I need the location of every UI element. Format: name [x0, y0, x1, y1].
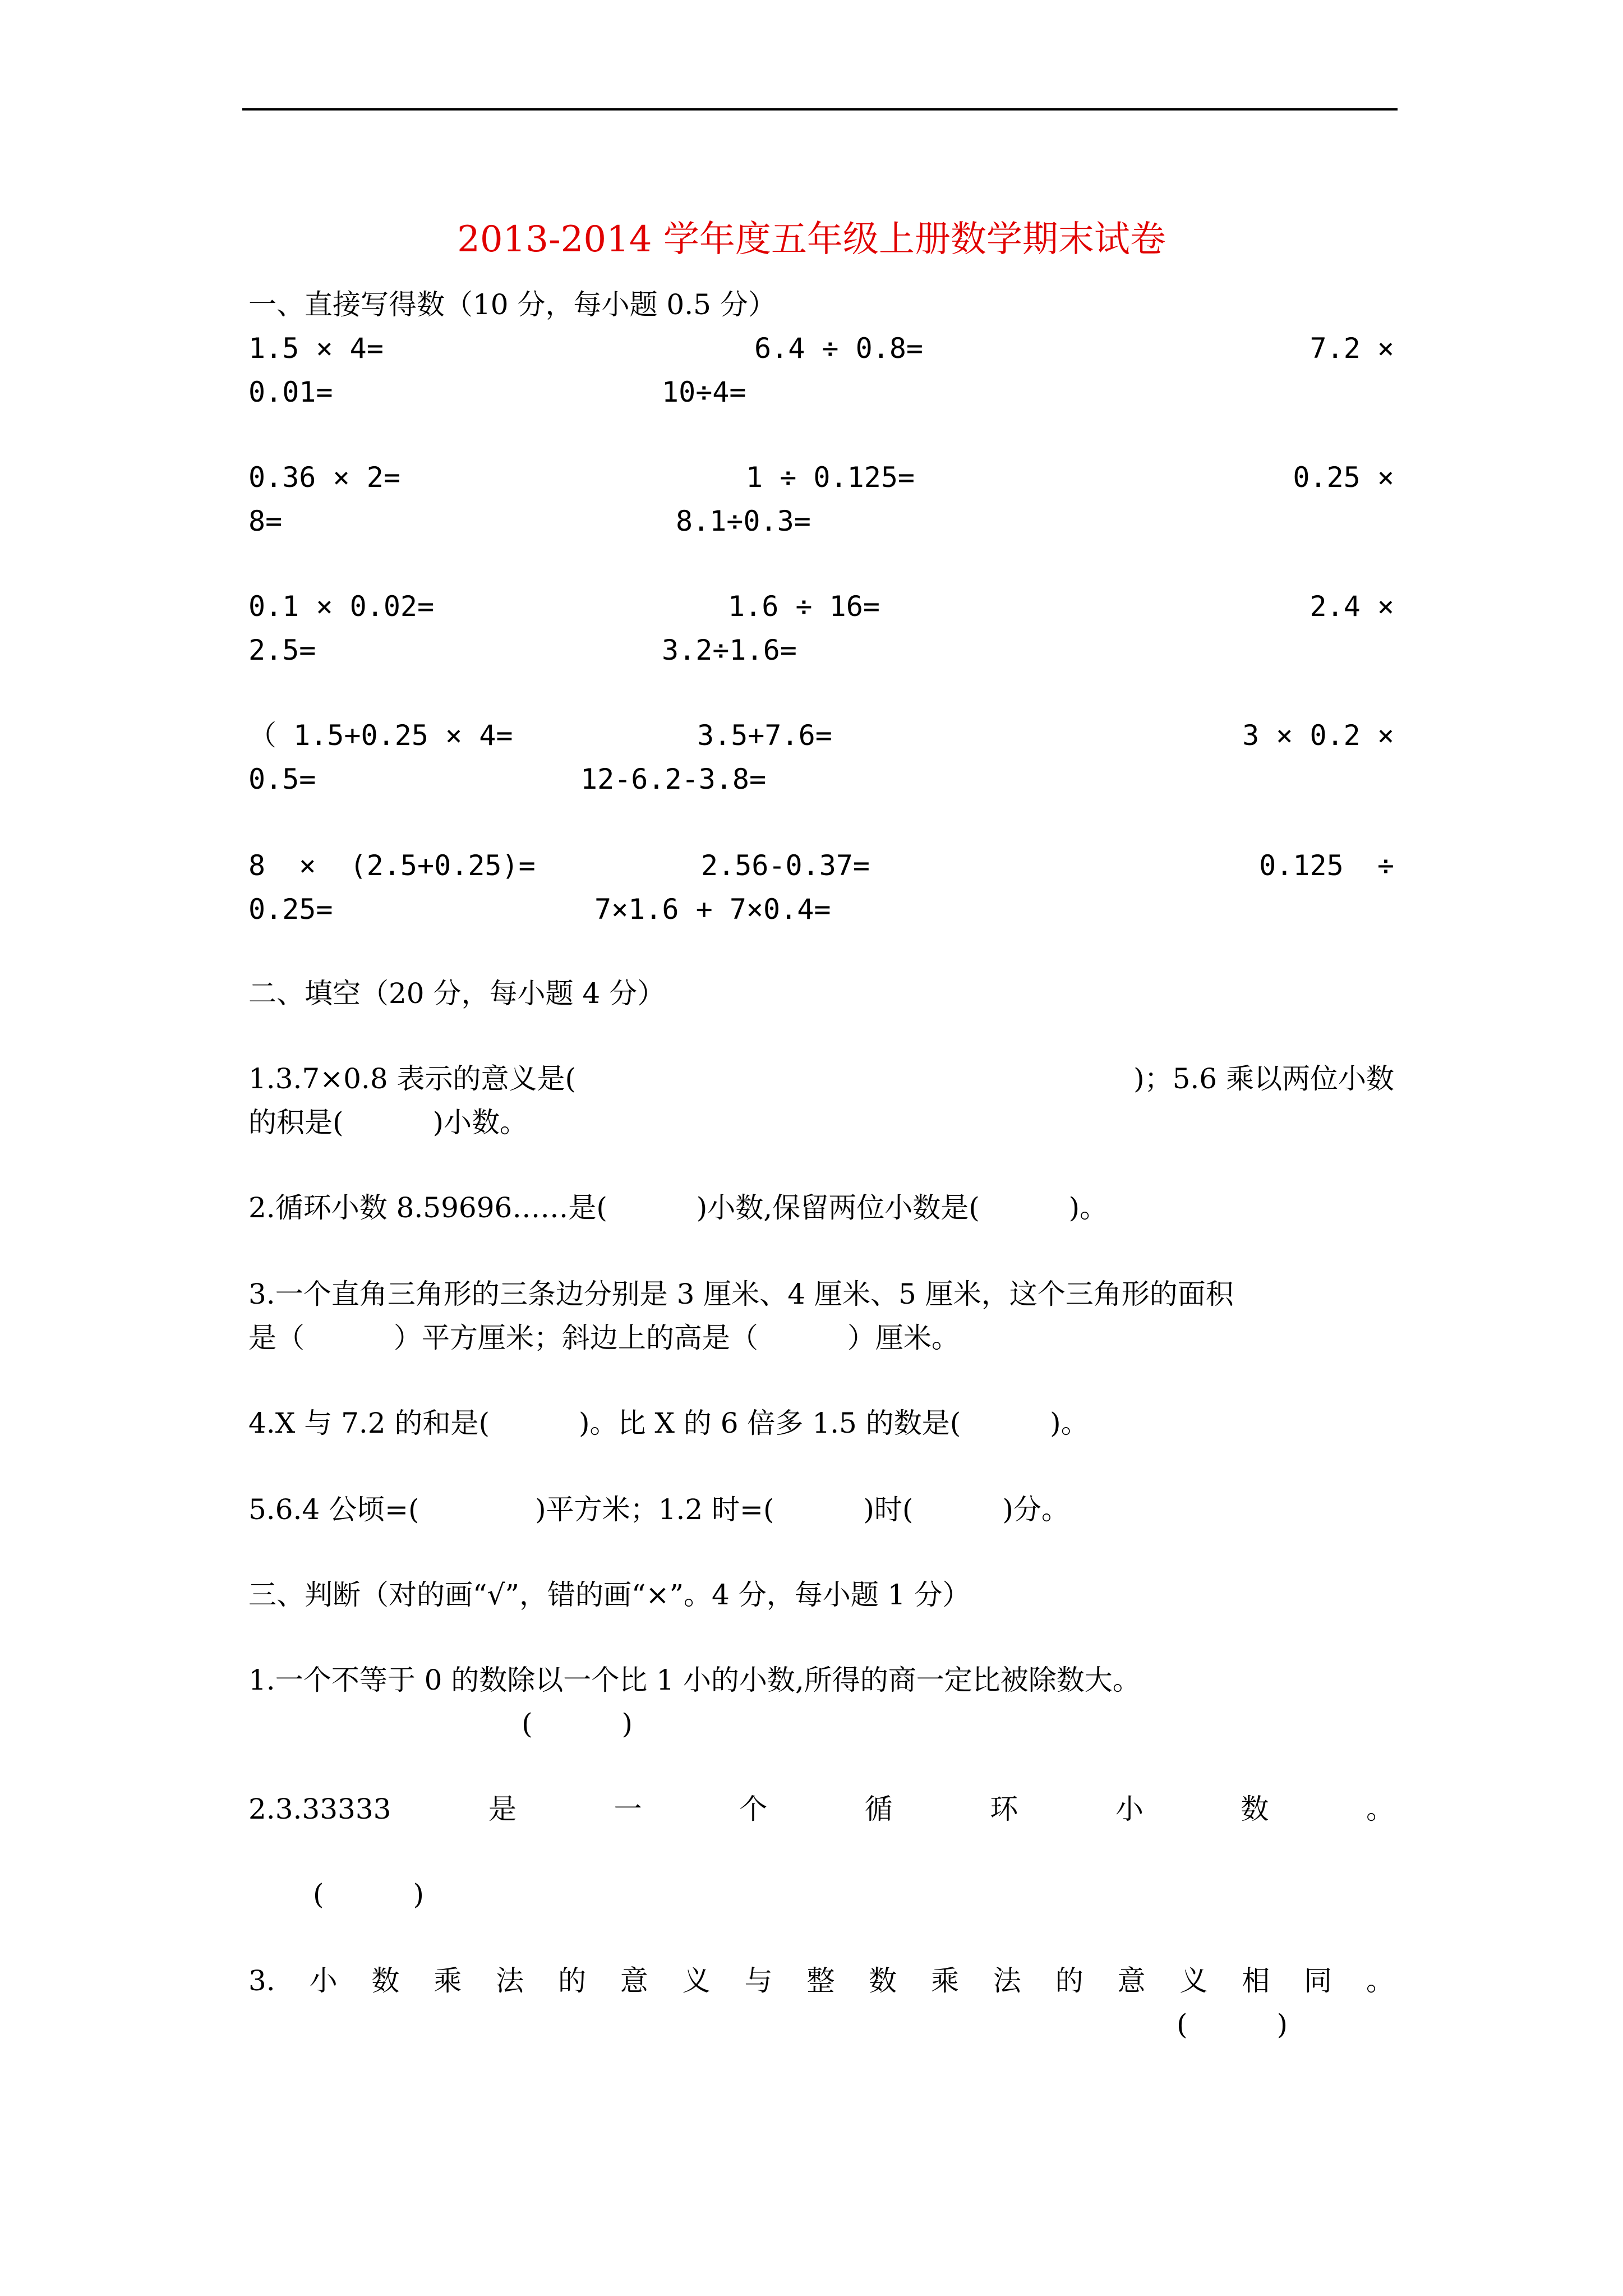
- judge-q3-word: 同: [1304, 1964, 1332, 1997]
- fill-q2: 2.循环小数 8.59696……是( )小数,保留两位小数是( )。: [248, 1191, 1108, 1224]
- calc-1-1: 1.5 × 4=: [248, 332, 384, 365]
- calc-1-4: 10÷4=: [662, 376, 746, 408]
- judge-q3-word: 。: [1366, 1964, 1394, 1997]
- fill-q3-line1: 3.一个直角三角形的三条边分别是 3 厘米、4 厘米、5 厘米，这个三角形的面积: [248, 1278, 1234, 1310]
- fill-q5: 5.6.4 公顷=( )平方米；1.2 时=( )时( )分。: [248, 1493, 1069, 1526]
- judge-q2-word: 数: [1241, 1793, 1269, 1825]
- page-title: 2013-2014 学年度五年级上册数学期末试卷: [457, 219, 1166, 260]
- calc-4-3-cont: 0.5=: [248, 763, 316, 795]
- calc-3-4: 3.2÷1.6=: [662, 634, 797, 666]
- calc-3-3-cont: 2.5=: [248, 634, 316, 666]
- judge-q2-word: 是: [488, 1793, 517, 1825]
- calc-2-4: 8.1÷0.3=: [676, 505, 811, 537]
- judge-q2-word: 2.3.33333: [248, 1793, 391, 1825]
- fill-q1-b: )；5.6 乘以两位小数: [1133, 1062, 1394, 1095]
- calc-5-1: 8 × (2.5+0.25)=: [248, 849, 536, 882]
- judge-q3-word: 数: [371, 1964, 400, 1997]
- calc-4-3: 3 × 0.2 ×: [1242, 719, 1394, 752]
- judge-q3-word: 法: [496, 1964, 524, 1997]
- fill-q1-a: 1.3.7×0.8 表示的意义是(: [248, 1062, 577, 1095]
- judge-q3-word: 义: [1179, 1964, 1208, 1997]
- judge-q3-word: 乘: [931, 1964, 959, 1997]
- judge-q3-word: 整: [806, 1964, 835, 1997]
- calc-1-2: 6.4 ÷ 0.8=: [754, 332, 924, 365]
- calc-5-3-cont: 0.25=: [248, 893, 333, 926]
- calc-2-1: 0.36 × 2=: [248, 461, 400, 494]
- judge-q3-word: 法: [993, 1964, 1021, 1997]
- judge-q3-word: 义: [682, 1964, 711, 1997]
- judge-q3-word: 小: [309, 1964, 338, 1997]
- calc-5-4: 7×1.6 + 7×0.4=: [594, 893, 831, 926]
- calc-4-1: （ 1.5+0.25 × 4=: [248, 719, 513, 752]
- judge-q3-word: 意: [1117, 1964, 1146, 1997]
- judge-q2-word: 小: [1115, 1793, 1144, 1825]
- judge-q2-line: [248, 1795, 1394, 1823]
- judge-q3-word: 3.: [248, 1964, 275, 1997]
- calc-2-2: 1 ÷ 0.125=: [746, 461, 915, 494]
- fill-q3-line2: 是（ ）平方厘米；斜边上的高是（ ）厘米。: [248, 1322, 960, 1354]
- judge-q1-line1: 1.一个不等于 0 的数除以一个比 1 小的小数,所得的商一定比被除数大。: [248, 1664, 1141, 1696]
- judge-q3-word: 相: [1242, 1964, 1270, 1997]
- calc-3-3: 2.4 ×: [1310, 590, 1394, 623]
- calc-3-2: 1.6 ÷ 16=: [728, 590, 880, 623]
- judge-q3-word: 乘: [434, 1964, 462, 1997]
- calc-5-2: 2.56-0.37=: [701, 849, 870, 882]
- calc-4-2: 3.5+7.6=: [697, 719, 832, 752]
- judge-q2-paren: ( ): [313, 1878, 424, 1911]
- section3-heading: 三、判断（对的画“√”，错的画“×”。4 分，每小题 1 分）: [248, 1579, 971, 1611]
- judge-q2-word: 环: [990, 1793, 1018, 1825]
- calc-1-3-cont: 0.01=: [248, 376, 333, 408]
- judge-q2-word: 个: [739, 1793, 768, 1825]
- judge-q3-word: 数: [869, 1964, 897, 1997]
- section2-heading: 二、填空（20 分，每小题 4 分）: [248, 977, 666, 1010]
- judge-q3-word: 的: [557, 1964, 586, 1997]
- section1-heading: 一、直接写得数（10 分，每小题 0.5 分）: [248, 288, 776, 321]
- judge-q2-word: 循: [864, 1793, 893, 1825]
- header-rule: [242, 108, 1398, 111]
- calc-1-3: 7.2 ×: [1310, 332, 1394, 365]
- judge-q1-paren: ( ): [522, 1708, 633, 1740]
- calc-2-3: 0.25 ×: [1293, 461, 1394, 494]
- judge-q3-word: 意: [620, 1964, 648, 1997]
- calc-5-3: 0.125 ÷: [1259, 849, 1394, 882]
- judge-q2-word: 。: [1366, 1793, 1394, 1825]
- judge-q3-word: 与: [744, 1964, 773, 1997]
- calc-3-1: 0.1 × 0.02=: [248, 590, 435, 623]
- judge-q2-word: 一: [614, 1793, 642, 1825]
- calc-2-3-cont: 8=: [248, 505, 283, 537]
- fill-q4: 4.X 与 7.2 的和是( )。比 X 的 6 倍多 1.5 的数是( )。: [248, 1407, 1089, 1439]
- judge-q3-paren: ( ): [1177, 2008, 1288, 2041]
- judge-q3-word: 的: [1055, 1964, 1083, 1997]
- judge-q3-line: [248, 1964, 1394, 1997]
- fill-q1-cont: 的积是( )小数。: [248, 1106, 528, 1139]
- calc-4-4: 12-6.2-3.8=: [580, 763, 767, 795]
